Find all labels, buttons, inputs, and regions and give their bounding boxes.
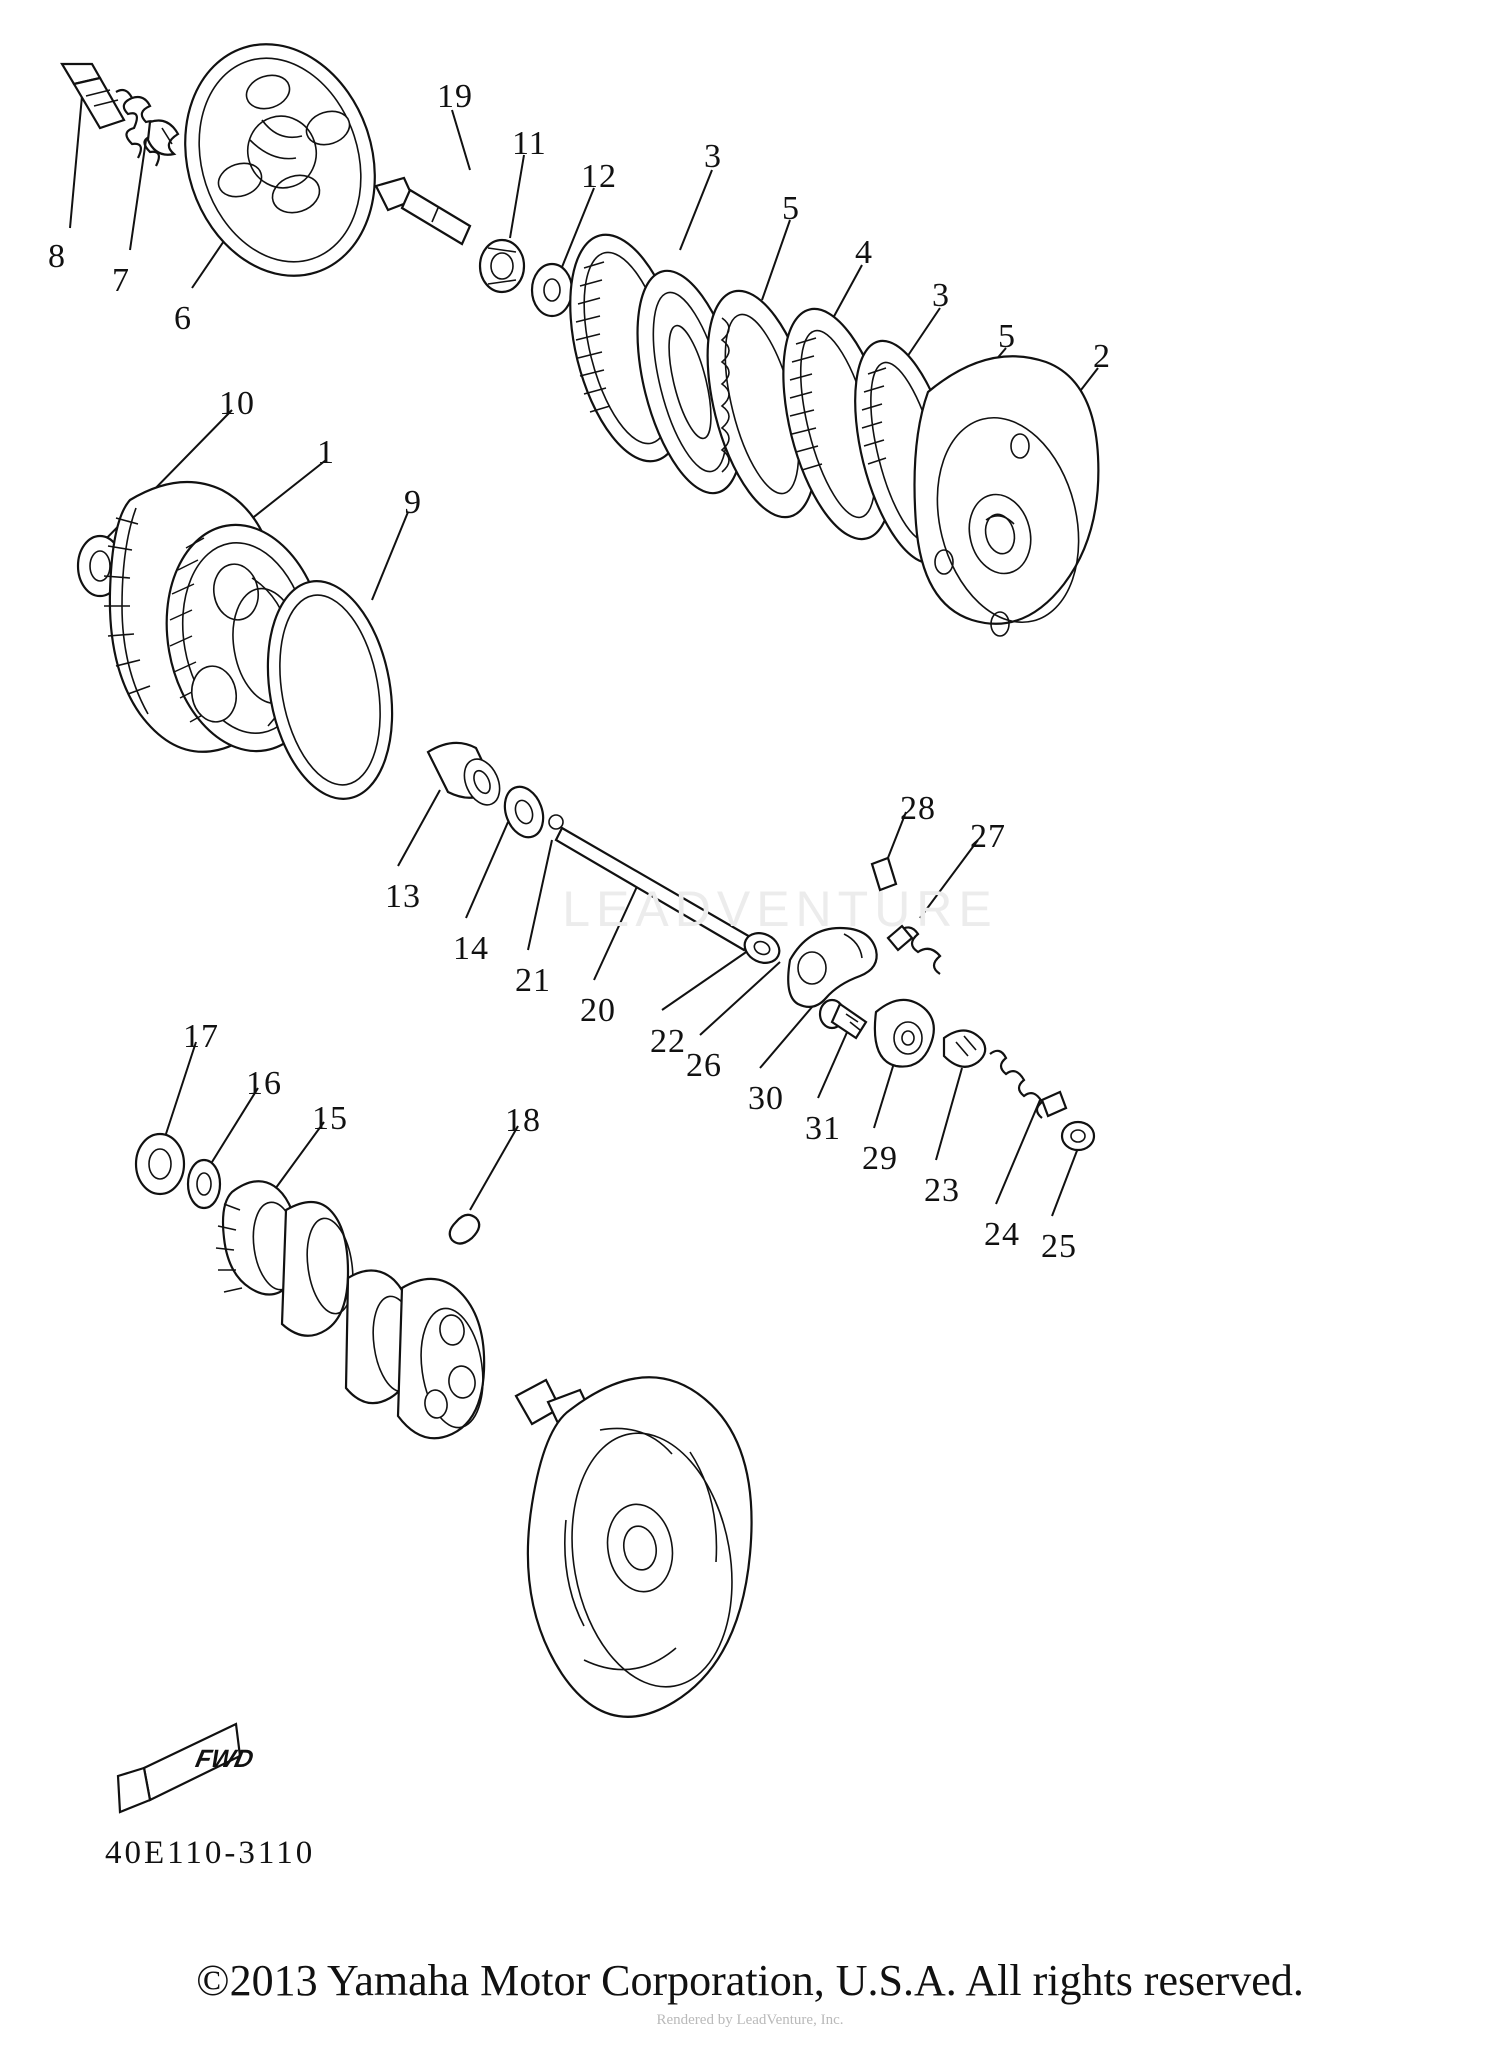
callout-number-8: 8 [48,238,66,275]
callout-number-18: 18 [505,1102,541,1139]
callout-number-25: 25 [1041,1228,1077,1265]
callout-number-3b: 3 [932,277,950,314]
callout-number-16: 16 [246,1065,282,1102]
callout-number-5b: 5 [998,318,1016,355]
callout-number-15: 15 [312,1100,348,1137]
callout-number-12: 12 [581,158,617,195]
callout-number-7: 7 [112,262,130,299]
callout-number-19: 19 [437,78,473,115]
callout-number-27: 27 [970,818,1006,855]
callout-number-6: 6 [174,300,192,337]
callout-number-31: 31 [805,1110,841,1147]
fwd-direction-label: FWD [193,1745,257,1773]
callout-number-4: 4 [855,234,873,271]
callout-number-10: 10 [219,385,255,422]
callout-number-28: 28 [900,790,936,827]
callout-number-30: 30 [748,1080,784,1117]
callout-number-21: 21 [515,962,551,999]
callout-number-11: 11 [512,125,547,162]
callout-number-13: 13 [385,878,421,915]
part-code-label: 40E110-3110 [105,1835,316,1871]
callout-number-20: 20 [580,992,616,1029]
callout-number-1: 1 [317,434,335,471]
watermark-subtext: Rendered by LeadVenture, Inc. [656,2012,844,2028]
callout-number-29: 29 [862,1140,898,1177]
copyright-notice: ©2013 Yamaha Motor Corporation, U.S.A. All rights reserved. [196,1956,1304,2005]
callout-number-23: 23 [924,1172,960,1209]
callout-number-17: 17 [183,1018,219,1055]
callout-number-2: 2 [1093,338,1111,375]
watermark-text: LEADVENTURE [562,881,998,937]
callout-number-22: 22 [650,1023,686,1060]
callout-number-3a: 3 [704,138,722,175]
callout-number-9: 9 [404,484,422,521]
callout-number-24: 24 [984,1216,1020,1253]
callout-number-14: 14 [453,930,489,967]
callout-number-5a: 5 [782,190,800,227]
callout-number-26: 26 [686,1047,722,1084]
